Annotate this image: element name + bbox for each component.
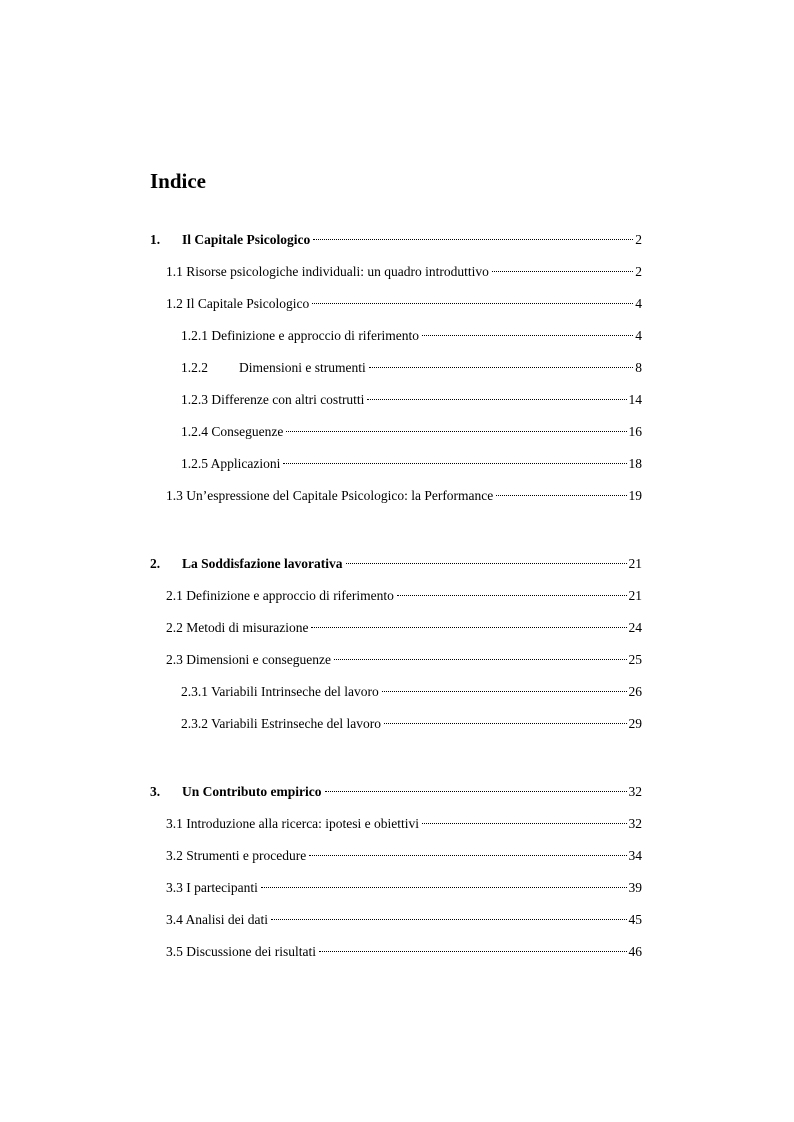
toc-entry: [166, 846, 642, 866]
entry-number: 1.2.2: [181, 360, 208, 375]
toc-entry: [166, 814, 642, 834]
toc-entry: [166, 650, 642, 670]
toc-entry: [181, 454, 642, 474]
dot-leader: [382, 691, 627, 692]
dot-leader: [325, 791, 627, 792]
toc-entry: [181, 714, 642, 734]
entry-title: 3.1 Introduzione alla ricerca: ipotesi e obiettivi: [166, 816, 420, 831]
toc-entry: [166, 942, 642, 962]
entry-title: 1.2 Il Capitale Psicologico: [166, 296, 310, 311]
dot-leader: [397, 595, 627, 596]
page-number: 29: [628, 716, 642, 731]
toc-chapter-2: [150, 554, 642, 574]
toc-entry: [166, 878, 642, 898]
page-number: 19: [628, 488, 642, 503]
entry-title: 1.3 Un’espressione del Capitale Psicologico: la Performance: [166, 488, 494, 503]
toc-entry: [181, 358, 642, 378]
chapter-number: 1.: [150, 232, 161, 247]
dot-leader: [334, 659, 627, 660]
chapter-title: La Soddisfazione lavorativa: [182, 556, 343, 571]
dot-leader: [369, 367, 634, 368]
page-number: 32: [628, 784, 642, 799]
entry-title: 1.1 Risorse psicologiche individuali: un quadro introduttivo: [166, 264, 489, 279]
entry-title: 3.5 Discussione dei risultati: [166, 944, 316, 959]
dot-leader: [313, 239, 633, 240]
page-number: 21: [628, 556, 642, 571]
toc-entry: [166, 910, 642, 930]
page-number: 24: [628, 620, 642, 635]
page-number: 26: [628, 684, 642, 699]
entry-title: 1.2.1 Definizione e approccio di riferimento: [181, 328, 420, 343]
page-number: 39: [628, 880, 642, 895]
page-number: 14: [628, 392, 642, 407]
toc-entry: [181, 422, 642, 442]
dot-leader: [311, 627, 626, 628]
dot-leader: [422, 823, 626, 824]
entry-title: 1.2.5 Applicazioni: [181, 456, 281, 471]
entry-title: 1.2.4 Conseguenze: [181, 424, 284, 439]
chapter-title: Il Capitale Psicologico: [182, 232, 311, 247]
entry-title: 2.3 Dimensioni e conseguenze: [166, 652, 331, 667]
dot-leader: [283, 463, 626, 464]
dot-leader: [346, 563, 627, 564]
page-number: 4: [635, 328, 642, 343]
dot-leader: [422, 335, 633, 336]
entry-title: 3.4 Analisi dei dati: [166, 912, 268, 927]
page-number: 45: [628, 912, 642, 927]
chapter-title: Un Contributo empirico: [182, 784, 322, 799]
toc-chapter-3: [150, 782, 642, 802]
page-number: 8: [635, 360, 642, 375]
toc-entry: [166, 294, 642, 314]
page-number: 34: [628, 848, 642, 863]
chapter-number: 2.: [150, 556, 161, 571]
page-number: 32: [628, 816, 642, 831]
page-number: 21: [628, 588, 642, 603]
dot-leader: [367, 399, 626, 400]
entry-title: 3.2 Strumenti e procedure: [166, 848, 307, 863]
entry-title: 1.2.3 Differenze con altri costrutti: [181, 392, 365, 407]
dot-leader: [271, 919, 627, 920]
page-number: 18: [628, 456, 642, 471]
dot-leader: [286, 431, 626, 432]
page-number: 2: [635, 232, 642, 247]
dot-leader: [309, 855, 626, 856]
page-title: Indice: [150, 169, 207, 193]
page-number: 46: [628, 944, 642, 959]
toc-entry: [181, 326, 642, 346]
toc-chapter-1: [150, 230, 642, 250]
chapter-number: 3.: [150, 784, 161, 799]
entry-title: 2.3.2 Variabili Estrinseche del lavoro: [181, 716, 381, 731]
toc-entry: [166, 586, 642, 606]
dot-leader: [384, 723, 627, 724]
entry-title: 3.3 I partecipanti: [166, 880, 258, 895]
entry-title: 2.1 Definizione e approccio di riferimento: [166, 588, 394, 603]
toc-entry: [181, 682, 642, 702]
dot-leader: [261, 887, 627, 888]
page-number: 4: [635, 296, 642, 311]
toc-entry: [166, 262, 642, 282]
entry-title: 2.3.1 Variabili Intrinseche del lavoro: [181, 684, 379, 699]
entry-title: Dimensioni e strumenti: [239, 360, 366, 375]
page-number: 16: [628, 424, 642, 439]
dot-leader: [492, 271, 633, 272]
dot-leader: [312, 303, 633, 304]
page-number: 2: [635, 264, 642, 279]
toc-entry: [166, 486, 642, 506]
toc-entry: [181, 390, 642, 410]
entry-title: 2.2 Metodi di misurazione: [166, 620, 309, 635]
toc-entry: [166, 618, 642, 638]
page-number: 25: [628, 652, 642, 667]
dot-leader: [496, 495, 626, 496]
dot-leader: [319, 951, 627, 952]
